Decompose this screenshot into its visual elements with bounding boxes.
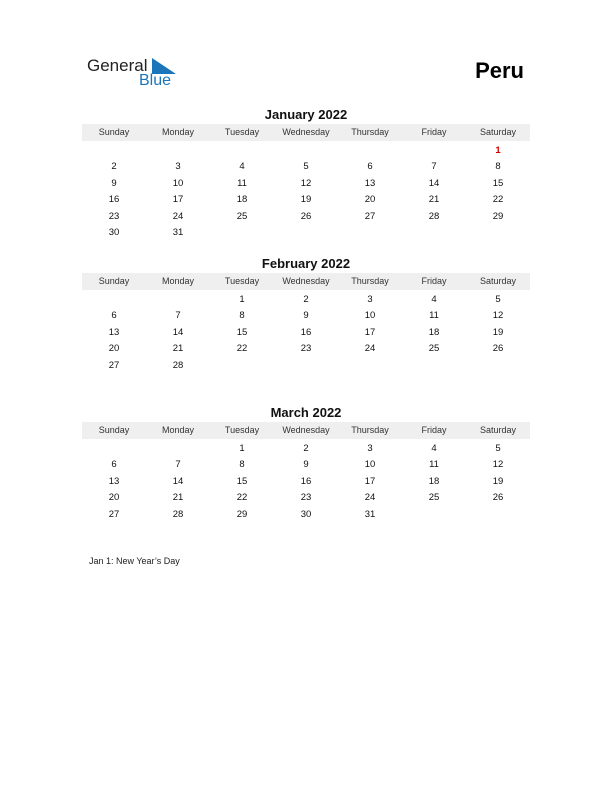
day-cell: 2 (303, 442, 309, 454)
day-cell: 11 (429, 310, 439, 321)
day-cell: 19 (300, 194, 312, 205)
day-cell: 27 (108, 508, 120, 520)
weekday-label: Monday (161, 127, 195, 137)
day-cell: 5 (495, 442, 501, 454)
day-cell: 10 (172, 177, 184, 189)
day-cell: 31 (172, 227, 184, 238)
weekday-label: Sunday (98, 425, 130, 435)
weekday-label: Sunday (98, 127, 130, 137)
empty-day-cell (338, 143, 402, 160)
day-cell: 18 (236, 194, 248, 205)
day-cell: 5 (495, 293, 501, 305)
empty-day-cell (338, 358, 402, 375)
day-cell: 8 (495, 161, 501, 172)
day-cell: 7 (175, 459, 181, 470)
day-cell: 17 (364, 475, 376, 487)
day-cell: 20 (108, 492, 120, 503)
weekday-label: Thursday (351, 127, 389, 137)
day-cell: 14 (428, 177, 440, 189)
day-cell: 2 (303, 293, 309, 305)
week-row (82, 176, 530, 193)
day-cell: 3 (367, 293, 373, 305)
day-cell: 10 (364, 310, 376, 321)
month-title: January 2022 (264, 107, 348, 122)
day-cell: 19 (492, 326, 504, 338)
day-cell: 9 (303, 310, 309, 321)
day-cell: 18 (428, 475, 440, 487)
day-cell: 28 (172, 359, 184, 371)
weekday-header-row (82, 124, 530, 141)
week-row (82, 441, 530, 458)
day-cell: 24 (364, 492, 376, 503)
day-cell: 29 (492, 210, 504, 222)
day-cell: 12 (492, 310, 504, 321)
day-cell: 21 (172, 492, 184, 503)
day-cell: 29 (236, 508, 248, 520)
weekday-label: Friday (421, 276, 447, 286)
weekday-label: Saturday (479, 425, 517, 435)
empty-day-cell (210, 143, 274, 160)
weekday-label: Wednesday (282, 127, 330, 137)
day-cell: 22 (236, 492, 248, 503)
day-cell: 15 (492, 177, 504, 189)
weekday-label: Friday (421, 425, 447, 435)
day-cell: 21 (428, 194, 440, 205)
logo-text-general: General (87, 56, 148, 75)
week-row (82, 490, 530, 507)
logo-text-blue: Blue (139, 72, 172, 89)
week-row (82, 358, 530, 375)
week-row (82, 225, 530, 242)
month-title: March 2022 (270, 405, 342, 420)
day-cell: 8 (239, 310, 245, 321)
day-cell: 23 (108, 210, 120, 222)
day-cell: 6 (111, 310, 117, 321)
day-cell: 20 (108, 343, 120, 354)
week-row (82, 507, 530, 524)
weekday-label: Monday (161, 425, 195, 435)
day-cell: 28 (172, 508, 184, 520)
day-cell: 28 (428, 210, 440, 222)
day-cell: 27 (108, 359, 120, 371)
week-row (82, 341, 530, 358)
day-cell: 7 (431, 161, 437, 172)
empty-day-cell (338, 225, 402, 242)
day-cell: 17 (172, 194, 184, 205)
day-cell: 16 (108, 194, 120, 205)
weekday-label: Wednesday (282, 276, 330, 286)
day-cell: 26 (492, 492, 504, 503)
day-cell: 13 (108, 475, 120, 487)
day-cell: 1 (495, 144, 501, 156)
day-cell: 11 (237, 177, 247, 189)
week-row (82, 209, 530, 226)
weekday-header-row (82, 273, 530, 290)
day-cell: 31 (364, 508, 376, 520)
empty-day-cell (146, 292, 210, 309)
empty-day-cell (274, 358, 338, 375)
empty-day-cell (82, 292, 146, 309)
weekday-label: Thursday (351, 276, 389, 286)
day-cell: 9 (111, 177, 117, 189)
day-cell: 6 (111, 459, 117, 470)
weekday-label: Monday (161, 276, 195, 286)
day-cell: 13 (364, 177, 376, 189)
week-row (82, 143, 530, 160)
day-cell: 9 (303, 459, 309, 470)
empty-day-cell (210, 225, 274, 242)
day-cell: 30 (300, 508, 312, 520)
day-cell: 11 (429, 459, 439, 470)
day-cell: 22 (236, 343, 248, 354)
day-cell: 25 (428, 492, 440, 503)
day-cell: 24 (172, 210, 184, 222)
weekday-label: Saturday (479, 276, 517, 286)
weekday-label: Tuesday (224, 276, 260, 286)
empty-day-cell (146, 441, 210, 458)
day-cell: 1 (239, 293, 245, 305)
weekday-header-row (82, 422, 530, 439)
day-cell: 15 (236, 475, 248, 487)
month-title: February 2022 (261, 256, 351, 271)
empty-day-cell (274, 143, 338, 160)
empty-day-cell (466, 225, 530, 242)
weekday-label: Sunday (98, 276, 130, 286)
month-january (82, 106, 530, 242)
day-cell: 7 (175, 310, 181, 321)
day-cell: 1 (239, 442, 245, 454)
weekday-label: Thursday (351, 425, 389, 435)
week-row (82, 325, 530, 342)
day-cell: 3 (367, 442, 373, 454)
day-cell: 17 (364, 326, 376, 338)
week-row (82, 159, 530, 176)
day-cell: 6 (367, 161, 373, 172)
week-row (82, 474, 530, 491)
empty-day-cell (82, 441, 146, 458)
day-cell: 24 (364, 343, 376, 354)
day-cell: 3 (175, 161, 181, 172)
day-cell: 10 (364, 459, 376, 470)
day-cell: 16 (300, 326, 312, 338)
holiday-note: Jan 1: New Year’s Day (89, 556, 180, 566)
weekday-label: Friday (421, 127, 447, 137)
empty-day-cell (402, 507, 466, 524)
day-cell: 12 (300, 177, 312, 189)
day-cell: 30 (108, 227, 120, 238)
day-cell: 23 (300, 492, 312, 503)
weekday-label: Saturday (479, 127, 517, 137)
day-cell: 25 (428, 343, 440, 354)
empty-day-cell (402, 358, 466, 375)
week-row (82, 292, 530, 309)
country-title: Peru (475, 58, 524, 83)
month-march (82, 404, 530, 523)
weekday-label: Tuesday (224, 127, 260, 137)
empty-day-cell (82, 143, 146, 160)
day-cell: 19 (492, 475, 504, 487)
empty-day-cell (402, 143, 466, 160)
empty-day-cell (146, 143, 210, 160)
day-cell: 22 (492, 194, 504, 205)
day-cell: 13 (108, 326, 120, 338)
day-cell: 23 (300, 343, 312, 354)
day-cell: 4 (431, 442, 437, 454)
day-cell: 5 (303, 161, 309, 172)
week-row (82, 308, 530, 325)
day-cell: 18 (428, 326, 440, 338)
day-cell: 14 (172, 475, 184, 487)
day-cell: 16 (300, 475, 312, 487)
empty-day-cell (402, 225, 466, 242)
day-cell: 15 (236, 326, 248, 338)
day-cell: 21 (172, 343, 184, 354)
week-row (82, 192, 530, 209)
day-cell: 26 (300, 210, 312, 222)
day-cell: 4 (431, 293, 437, 305)
empty-day-cell (466, 507, 530, 524)
day-cell: 25 (236, 210, 248, 222)
day-cell: 27 (364, 210, 376, 222)
day-cell: 8 (239, 459, 245, 470)
weekday-label: Tuesday (224, 425, 260, 435)
day-cell: 26 (492, 343, 504, 354)
generalblue-logo (87, 56, 187, 92)
empty-day-cell (210, 358, 274, 375)
empty-day-cell (466, 358, 530, 375)
week-row (82, 457, 530, 474)
day-cell: 20 (364, 194, 376, 205)
day-cell: 4 (239, 161, 245, 172)
day-cell: 2 (111, 161, 117, 172)
weekday-label: Wednesday (282, 425, 330, 435)
day-cell: 14 (172, 326, 184, 338)
day-cell: 12 (492, 459, 504, 470)
empty-day-cell (274, 225, 338, 242)
month-february (82, 255, 530, 374)
